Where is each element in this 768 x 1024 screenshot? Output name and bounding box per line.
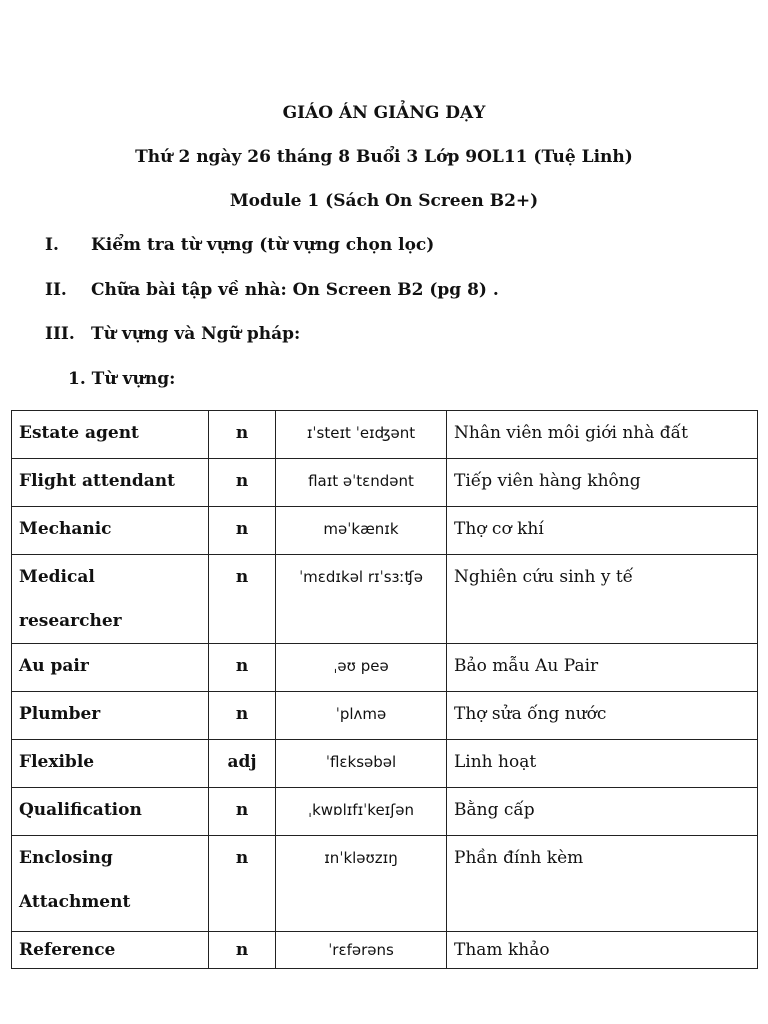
vocab-meaning: Thợ sửa ống nước bbox=[447, 692, 758, 740]
vocab-meaning: Phần đính kèm bbox=[447, 836, 758, 932]
vocab-meaning: Tham khảo bbox=[447, 932, 758, 969]
vocab-word: Reference bbox=[12, 932, 209, 969]
vocab-ipa: ɪnˈkləʊzɪŋ bbox=[276, 836, 447, 932]
vocab-meaning: Bảo mẫu Au Pair bbox=[447, 644, 758, 692]
table-row bbox=[12, 740, 758, 788]
vocab-word: Medical researcher bbox=[12, 555, 209, 644]
vocab-pos: n bbox=[209, 459, 276, 507]
table-row bbox=[12, 459, 758, 507]
vocab-word: Qualification bbox=[12, 788, 209, 836]
vocab-pos: n bbox=[209, 836, 276, 932]
vocab-pos: n bbox=[209, 507, 276, 555]
vocab-word: Enclosing Attachment bbox=[12, 836, 209, 932]
vocab-ipa: ˈplʌmə bbox=[276, 692, 447, 740]
vocab-word: Flexible bbox=[12, 740, 209, 788]
vocab-ipa: ˈmɛdɪkəl rɪˈsɜːʧə bbox=[276, 555, 447, 644]
page-title: GIÁO ÁN GIẢNG DẠY bbox=[282, 103, 486, 123]
vocab-word: Mechanic bbox=[12, 507, 209, 555]
table-row bbox=[12, 644, 758, 692]
table-row bbox=[12, 788, 758, 836]
vocab-ipa: ˌkwɒlɪfɪˈkeɪʃən bbox=[276, 788, 447, 836]
vocab-ipa: ɪˈsteɪt ˈeɪʤənt bbox=[276, 411, 447, 459]
vocab-ipa: flaɪt əˈtɛndənt bbox=[276, 459, 447, 507]
vocab-pos: n bbox=[209, 692, 276, 740]
vocabulary-table bbox=[11, 410, 758, 969]
table-row bbox=[12, 836, 758, 932]
section-text: Từ vựng và Ngữ pháp: bbox=[91, 324, 301, 344]
vocab-word: Estate agent bbox=[12, 411, 209, 459]
vocab-ipa: ˈflɛksəbəl bbox=[276, 740, 447, 788]
vocab-word: Flight attendant bbox=[12, 459, 209, 507]
section-text: Chữa bài tập về nhà: On Screen B2 (pg 8) . bbox=[91, 280, 499, 300]
table-row bbox=[12, 507, 758, 555]
table-row bbox=[12, 555, 758, 644]
vocab-word: Plumber bbox=[12, 692, 209, 740]
vocab-meaning: Linh hoạt bbox=[447, 740, 758, 788]
vocab-pos: n bbox=[209, 932, 276, 969]
vocab-pos: adj bbox=[209, 740, 276, 788]
module-title: Module 1 (Sách On Screen B2+) bbox=[229, 191, 539, 211]
lesson-info: Thứ 2 ngày 26 tháng 8 Buổi 3 Lớp 9OL11 (Tuệ Linh) bbox=[135, 147, 633, 167]
section-text: Kiểm tra từ vựng (từ vựng chọn lọc) bbox=[91, 235, 435, 255]
vocab-pos: n bbox=[209, 644, 276, 692]
vocab-ipa: məˈkænɪk bbox=[276, 507, 447, 555]
section-number: II. bbox=[45, 280, 67, 300]
vocab-ipa: ˈrɛfərəns bbox=[276, 932, 447, 969]
vocab-pos: n bbox=[209, 788, 276, 836]
section-number: I. bbox=[45, 235, 59, 255]
vocab-meaning: Nhân viên môi giới nhà đất bbox=[447, 411, 758, 459]
vocab-pos: n bbox=[209, 555, 276, 644]
subsection-heading: 1. Từ vựng: bbox=[68, 369, 176, 389]
vocab-meaning: Bằng cấp bbox=[447, 788, 758, 836]
table-row bbox=[12, 932, 758, 969]
vocab-meaning: Nghiên cứu sinh y tế bbox=[447, 555, 758, 644]
vocab-meaning: Tiếp viên hàng không bbox=[447, 459, 758, 507]
vocab-meaning: Thợ cơ khí bbox=[447, 507, 758, 555]
table-row bbox=[12, 411, 758, 459]
table-row bbox=[12, 692, 758, 740]
vocab-word: Au pair bbox=[12, 644, 209, 692]
vocab-ipa: ˌəʊ peə bbox=[276, 644, 447, 692]
vocab-pos: n bbox=[209, 411, 276, 459]
section-number: III. bbox=[45, 324, 75, 344]
